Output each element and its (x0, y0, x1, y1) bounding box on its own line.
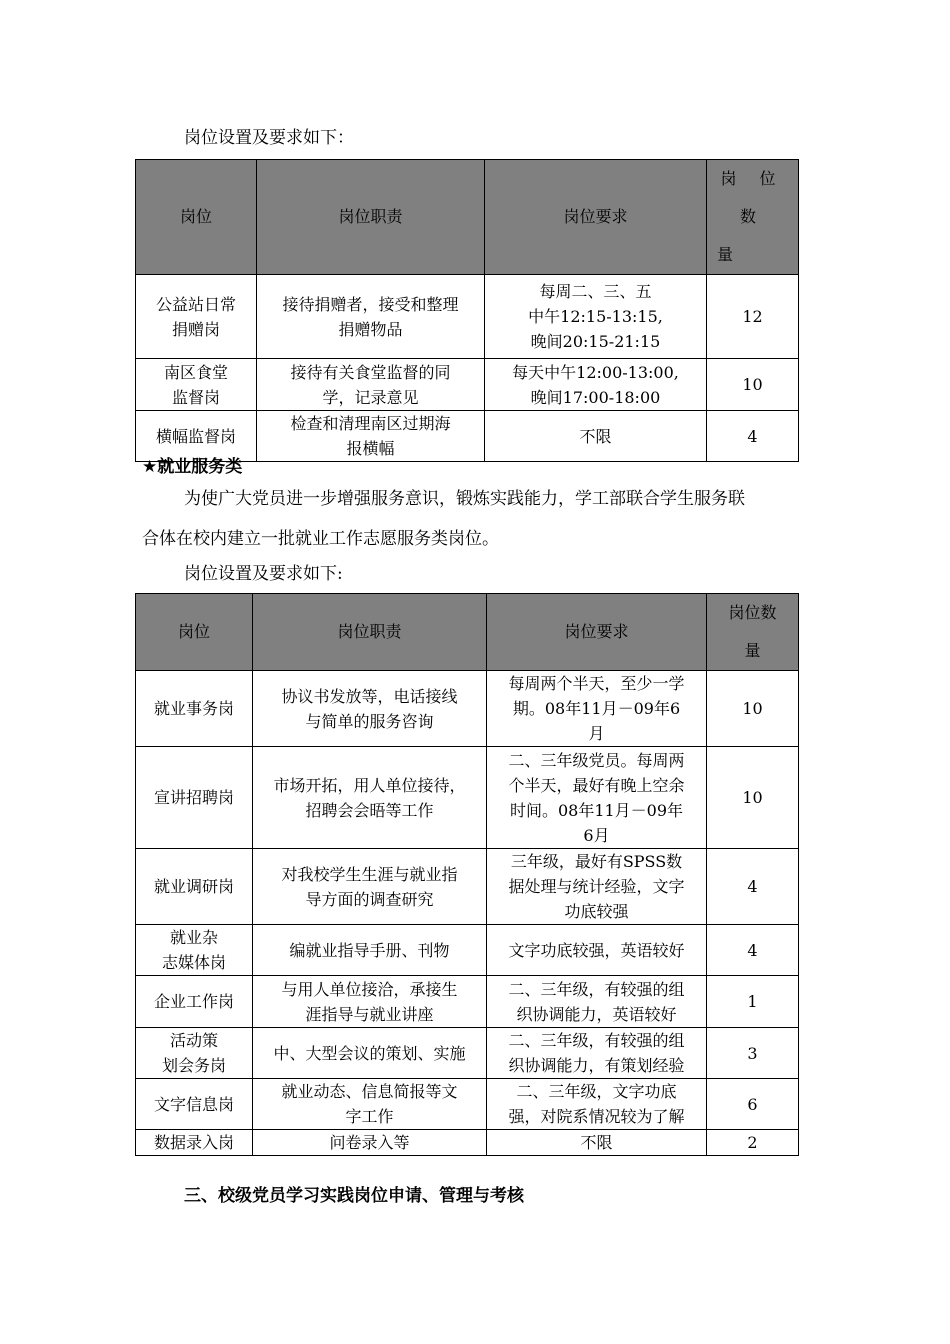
cell-count: 4 (707, 849, 799, 925)
line: 对我校学生生涯与就业指 (281, 864, 458, 884)
cell-duty (253, 1079, 487, 1130)
line: 中、大型会议的策划、实施 (273, 1043, 466, 1063)
line: 涯指导与就业讲座 (305, 1004, 434, 1024)
header-position: 岗位 (136, 160, 257, 275)
heading-section-3: 三、校级党员学习实践岗位申请、管理与考核 (184, 1186, 524, 1206)
table-header-row (136, 594, 799, 671)
line: 捐赠岗 (171, 319, 220, 339)
cell-duty (257, 359, 485, 411)
cell-count: 12 (707, 275, 799, 359)
cell-requirement (487, 671, 707, 747)
line: 月 (588, 724, 605, 743)
line: 三年级，最好有SPSS数 (510, 852, 683, 871)
cell-requirement (487, 1028, 707, 1079)
cell-requirement (487, 747, 707, 849)
cell-duty (253, 976, 487, 1028)
cell-duty (253, 925, 487, 976)
line: 中午12:15-13:15, (528, 307, 663, 326)
line: 不限 (580, 1133, 613, 1152)
table-row (136, 671, 799, 747)
line: 不限 (579, 426, 612, 446)
line: 二、三年级，文字功底 (516, 1082, 677, 1101)
table-row (136, 1130, 799, 1156)
cell-position (136, 747, 253, 849)
table-row (136, 747, 799, 849)
line: 监督岗 (171, 387, 220, 407)
cell-count: 4 (707, 925, 799, 976)
line: 企业工作岗 (153, 992, 234, 1011)
cell-requirement (487, 976, 707, 1028)
cell-count: 10 (707, 671, 799, 747)
header-count-line1: 岗 位 数 (720, 169, 785, 226)
line: 期。08年11月－09年6 (512, 699, 681, 718)
line: 检查和清理南区过期海 (290, 414, 451, 433)
line: 公益站日常 (155, 294, 236, 314)
line: 横幅监督岗 (155, 426, 236, 446)
section-paragraph-line1: 为使广大党员进一步增强服务意识，锻炼实践能力，学工部联合学生服务联 (184, 489, 745, 509)
table-row (136, 411, 799, 462)
line: 晚间20:15-21:15 (530, 332, 661, 351)
cell-requirement (487, 1079, 707, 1130)
line: 接待有关食堂监督的同 (290, 362, 451, 382)
cell-duty (253, 1028, 487, 1079)
positions-table-2 (135, 593, 799, 1156)
cell-requirement (487, 849, 707, 925)
line: 文字信息岗 (153, 1094, 234, 1114)
cell-count: 1 (707, 976, 799, 1028)
intro-text-1: 岗位设置及要求如下： (184, 128, 354, 148)
table-row (136, 359, 799, 411)
header-requirement: 岗位要求 (487, 594, 707, 671)
cell-requirement (487, 925, 707, 976)
line: 市场开拓，用人单位接待， (273, 775, 466, 795)
header-count-line2: 量 (744, 641, 761, 660)
cell-duty (253, 849, 487, 925)
line: 二、三年级，有较强的组 (508, 979, 685, 999)
header-duty: 岗位职责 (257, 160, 485, 275)
cell-position (136, 925, 253, 976)
line: 晚间17:00-18:00 (530, 387, 661, 407)
line: 就业调研岗 (153, 877, 234, 896)
section-title: ★就业服务类 (142, 457, 243, 477)
line: 编就业指导手册、刊物 (289, 940, 450, 960)
cell-duty (257, 411, 485, 462)
header-requirement: 岗位要求 (485, 160, 707, 275)
cell-requirement (485, 359, 707, 411)
line: 活动策 (169, 1031, 218, 1050)
line: 字工作 (345, 1107, 394, 1126)
line: 宣讲招聘岗 (153, 788, 234, 807)
line: 个半天，最好有晚上空余 (508, 775, 685, 795)
line: 每周两个半天，至少一学 (508, 674, 685, 693)
line: 文字功底较强，英语较好 (508, 940, 685, 960)
cell-position (136, 1028, 253, 1079)
line: 报横幅 (346, 439, 395, 458)
header-duty: 岗位职责 (253, 594, 487, 671)
line: 问卷录入等 (329, 1133, 410, 1152)
table-row (136, 849, 799, 925)
cell-count: 6 (707, 1079, 799, 1130)
line: 志媒体岗 (161, 953, 226, 972)
line: 捐赠物品 (338, 319, 403, 339)
line: 每周二、三、五 (539, 282, 652, 301)
line: 与简单的服务咨询 (305, 711, 434, 731)
line: 织协调能力，英语较好 (516, 1004, 677, 1024)
line: 与用人单位接洽，承接生 (281, 979, 458, 999)
table-row (136, 925, 799, 976)
line: 学，记录意见 (322, 387, 419, 407)
cell-duty (257, 275, 485, 359)
cell-position (136, 1079, 253, 1130)
line: 就业杂 (169, 928, 218, 947)
header-count (707, 594, 799, 671)
cell-requirement (487, 1130, 707, 1156)
table-row (136, 275, 799, 359)
header-count-line1: 岗位数 (728, 603, 777, 622)
cell-count: 4 (707, 411, 799, 462)
line: 时间。08年11月－09年 (509, 800, 684, 820)
line: 招聘会会晤等工作 (305, 800, 434, 820)
cell-requirement (485, 411, 707, 462)
line: 南区食堂 (163, 362, 228, 382)
line: 6月 (583, 825, 610, 845)
cell-count: 10 (707, 359, 799, 411)
intro-text-2: 岗位设置及要求如下: (184, 564, 343, 584)
line: 据处理与统计经验，文字 (508, 877, 685, 896)
line: 强，对院系情况较为了解 (508, 1107, 685, 1126)
cell-duty (253, 747, 487, 849)
table-header-row (136, 160, 799, 275)
cell-count: 10 (707, 747, 799, 849)
line: 每天中午12:00-13:00, (512, 362, 679, 382)
cell-position (136, 671, 253, 747)
line: 二、三年级党员。每周两 (508, 750, 685, 770)
cell-position (136, 1130, 253, 1156)
line: 划会务岗 (161, 1056, 226, 1075)
cell-duty (253, 671, 487, 747)
line: 导方面的调查研究 (305, 889, 434, 909)
line: 二、三年级，有较强的组 (508, 1031, 685, 1050)
cell-count: 3 (707, 1028, 799, 1079)
line: 接待捐赠者，接受和整理 (282, 294, 459, 314)
line: 就业事务岗 (153, 699, 234, 718)
table-row (136, 1028, 799, 1079)
cell-position (136, 411, 257, 462)
table-row (136, 976, 799, 1028)
positions-table-1 (135, 159, 799, 462)
header-count-line2: 量 (717, 245, 734, 264)
cell-position (136, 849, 253, 925)
cell-position (136, 359, 257, 411)
cell-count: 2 (707, 1130, 799, 1156)
cell-duty (253, 1130, 487, 1156)
line: 协议书发放等，电话接线 (281, 686, 458, 706)
header-position: 岗位 (136, 594, 253, 671)
line: 数据录入岗 (153, 1133, 234, 1152)
header-count (707, 160, 799, 275)
line: 功底较强 (564, 902, 629, 921)
cell-position (136, 275, 257, 359)
line: 就业动态、信息简报等文 (281, 1082, 458, 1101)
line: 织协调能力，有策划经验 (508, 1056, 685, 1075)
table-row (136, 1079, 799, 1130)
cell-requirement (485, 275, 707, 359)
section-paragraph-line2: 合体在校内建立一批就业工作志愿服务类岗位。 (142, 529, 499, 549)
cell-position (136, 976, 253, 1028)
